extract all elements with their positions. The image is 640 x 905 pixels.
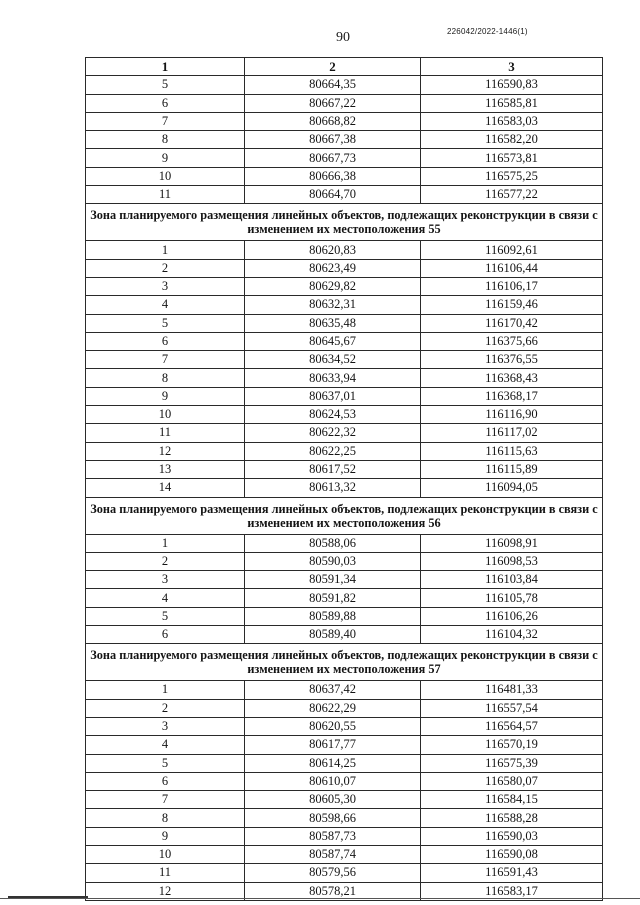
point-number-cell: 4 bbox=[86, 589, 245, 607]
table-row bbox=[86, 277, 603, 295]
x-coordinate-cell: 80635,48 bbox=[245, 314, 421, 332]
document-id: 226042/2022-1446(1) bbox=[447, 27, 528, 36]
y-coordinate-cell: 116092,61 bbox=[421, 241, 603, 259]
y-coordinate-cell: 116588,28 bbox=[421, 809, 603, 827]
table-row bbox=[86, 845, 603, 863]
point-number-cell: 6 bbox=[86, 94, 245, 112]
x-coordinate-cell: 80588,06 bbox=[245, 534, 421, 552]
y-coordinate-cell: 116368,43 bbox=[421, 369, 603, 387]
y-coordinate-cell: 116104,32 bbox=[421, 626, 603, 644]
x-coordinate-cell: 80598,66 bbox=[245, 809, 421, 827]
x-coordinate-cell: 80613,32 bbox=[245, 479, 421, 497]
zone-title: Зона планируемого размещения линейных объектов, подлежащих реконструкции в связи с изменением их местоположения 55 bbox=[86, 204, 603, 241]
table-row bbox=[86, 460, 603, 478]
y-coordinate-cell: 116106,17 bbox=[421, 277, 603, 295]
y-coordinate-cell: 116117,02 bbox=[421, 424, 603, 442]
table-row bbox=[86, 131, 603, 149]
table-row bbox=[86, 314, 603, 332]
table-row bbox=[86, 387, 603, 405]
table-row bbox=[86, 186, 603, 204]
table-row bbox=[86, 241, 603, 259]
x-coordinate-cell: 80667,38 bbox=[245, 131, 421, 149]
point-number-cell: 1 bbox=[86, 681, 245, 699]
point-number-cell: 5 bbox=[86, 754, 245, 772]
point-number-cell: 7 bbox=[86, 791, 245, 809]
x-coordinate-cell: 80614,25 bbox=[245, 754, 421, 772]
point-number-cell: 7 bbox=[86, 351, 245, 369]
zone-title-row bbox=[86, 497, 603, 534]
column-header-3: 3 bbox=[421, 58, 603, 76]
x-coordinate-cell: 80637,42 bbox=[245, 681, 421, 699]
page-number: 90 bbox=[336, 30, 350, 45]
point-number-cell: 6 bbox=[86, 332, 245, 350]
x-coordinate-cell: 80587,74 bbox=[245, 845, 421, 863]
table-row bbox=[86, 296, 603, 314]
table-header bbox=[86, 58, 603, 76]
point-number-cell: 2 bbox=[86, 699, 245, 717]
y-coordinate-cell: 116583,17 bbox=[421, 882, 603, 900]
table-row bbox=[86, 149, 603, 167]
y-coordinate-cell: 116106,44 bbox=[421, 259, 603, 277]
coordinates-table bbox=[85, 57, 603, 901]
y-coordinate-cell: 116585,81 bbox=[421, 94, 603, 112]
x-coordinate-cell: 80666,38 bbox=[245, 167, 421, 185]
y-coordinate-cell: 116094,05 bbox=[421, 479, 603, 497]
point-number-cell: 9 bbox=[86, 149, 245, 167]
y-coordinate-cell: 116582,20 bbox=[421, 131, 603, 149]
point-number-cell: 3 bbox=[86, 571, 245, 589]
y-coordinate-cell: 116368,17 bbox=[421, 387, 603, 405]
y-coordinate-cell: 116590,03 bbox=[421, 827, 603, 845]
x-coordinate-cell: 80617,52 bbox=[245, 460, 421, 478]
point-number-cell: 8 bbox=[86, 369, 245, 387]
column-header-2: 2 bbox=[245, 58, 421, 76]
bottom-scan-mark bbox=[8, 896, 88, 898]
bottom-scan-line bbox=[0, 898, 640, 899]
y-coordinate-cell: 116575,25 bbox=[421, 167, 603, 185]
table-row bbox=[86, 552, 603, 570]
y-coordinate-cell: 116115,89 bbox=[421, 460, 603, 478]
x-coordinate-cell: 80632,31 bbox=[245, 296, 421, 314]
table-row bbox=[86, 809, 603, 827]
y-coordinate-cell: 116103,84 bbox=[421, 571, 603, 589]
x-coordinate-cell: 80622,25 bbox=[245, 442, 421, 460]
table-row bbox=[86, 699, 603, 717]
y-coordinate-cell: 116570,19 bbox=[421, 736, 603, 754]
point-number-cell: 10 bbox=[86, 406, 245, 424]
table-row bbox=[86, 259, 603, 277]
y-coordinate-cell: 116584,15 bbox=[421, 791, 603, 809]
y-coordinate-cell: 116583,03 bbox=[421, 112, 603, 130]
x-coordinate-cell: 80620,83 bbox=[245, 241, 421, 259]
zone-title: Зона планируемого размещения линейных объектов, подлежащих реконструкции в связи с изменением их местоположения 57 bbox=[86, 644, 603, 681]
x-coordinate-cell: 80589,88 bbox=[245, 607, 421, 625]
point-number-cell: 3 bbox=[86, 717, 245, 735]
x-coordinate-cell: 80589,40 bbox=[245, 626, 421, 644]
x-coordinate-cell: 80623,49 bbox=[245, 259, 421, 277]
point-number-cell: 12 bbox=[86, 882, 245, 900]
column-header-1: 1 bbox=[86, 58, 245, 76]
point-number-cell: 6 bbox=[86, 626, 245, 644]
x-coordinate-cell: 80610,07 bbox=[245, 772, 421, 790]
y-coordinate-cell: 116564,57 bbox=[421, 717, 603, 735]
point-number-cell: 8 bbox=[86, 809, 245, 827]
point-number-cell: 3 bbox=[86, 277, 245, 295]
y-coordinate-cell: 116159,46 bbox=[421, 296, 603, 314]
point-number-cell: 2 bbox=[86, 259, 245, 277]
table-row bbox=[86, 369, 603, 387]
point-number-cell: 8 bbox=[86, 131, 245, 149]
table-row bbox=[86, 442, 603, 460]
x-coordinate-cell: 80578,21 bbox=[245, 882, 421, 900]
y-coordinate-cell: 116575,39 bbox=[421, 754, 603, 772]
point-number-cell: 6 bbox=[86, 772, 245, 790]
table-row bbox=[86, 571, 603, 589]
table-row bbox=[86, 607, 603, 625]
x-coordinate-cell: 80624,53 bbox=[245, 406, 421, 424]
x-coordinate-cell: 80620,55 bbox=[245, 717, 421, 735]
x-coordinate-cell: 80634,52 bbox=[245, 351, 421, 369]
table-row bbox=[86, 589, 603, 607]
table-row bbox=[86, 479, 603, 497]
point-number-cell: 9 bbox=[86, 387, 245, 405]
point-number-cell: 4 bbox=[86, 296, 245, 314]
y-coordinate-cell: 116105,78 bbox=[421, 589, 603, 607]
x-coordinate-cell: 80667,73 bbox=[245, 149, 421, 167]
point-number-cell: 5 bbox=[86, 607, 245, 625]
table-row bbox=[86, 406, 603, 424]
x-coordinate-cell: 80591,82 bbox=[245, 589, 421, 607]
x-coordinate-cell: 80637,01 bbox=[245, 387, 421, 405]
x-coordinate-cell: 80605,30 bbox=[245, 791, 421, 809]
x-coordinate-cell: 80579,56 bbox=[245, 864, 421, 882]
point-number-cell: 11 bbox=[86, 424, 245, 442]
y-coordinate-cell: 116590,08 bbox=[421, 845, 603, 863]
point-number-cell: 11 bbox=[86, 186, 245, 204]
table-row bbox=[86, 827, 603, 845]
point-number-cell: 13 bbox=[86, 460, 245, 478]
table-row bbox=[86, 681, 603, 699]
x-coordinate-cell: 80622,32 bbox=[245, 424, 421, 442]
y-coordinate-cell: 116573,81 bbox=[421, 149, 603, 167]
point-number-cell: 4 bbox=[86, 736, 245, 754]
point-number-cell: 12 bbox=[86, 442, 245, 460]
y-coordinate-cell: 116577,22 bbox=[421, 186, 603, 204]
table-row bbox=[86, 76, 603, 94]
point-number-cell: 5 bbox=[86, 76, 245, 94]
table-row bbox=[86, 626, 603, 644]
y-coordinate-cell: 116591,43 bbox=[421, 864, 603, 882]
x-coordinate-cell: 80617,77 bbox=[245, 736, 421, 754]
x-coordinate-cell: 80664,35 bbox=[245, 76, 421, 94]
table-row bbox=[86, 791, 603, 809]
y-coordinate-cell: 116481,33 bbox=[421, 681, 603, 699]
table-body bbox=[86, 76, 603, 901]
table-row bbox=[86, 534, 603, 552]
table-row bbox=[86, 332, 603, 350]
point-number-cell: 9 bbox=[86, 827, 245, 845]
x-coordinate-cell: 80633,94 bbox=[245, 369, 421, 387]
point-number-cell: 10 bbox=[86, 845, 245, 863]
point-number-cell: 5 bbox=[86, 314, 245, 332]
point-number-cell: 11 bbox=[86, 864, 245, 882]
table-row bbox=[86, 717, 603, 735]
x-coordinate-cell: 80629,82 bbox=[245, 277, 421, 295]
y-coordinate-cell: 116098,53 bbox=[421, 552, 603, 570]
y-coordinate-cell: 116170,42 bbox=[421, 314, 603, 332]
zone-title: Зона планируемого размещения линейных объектов, подлежащих реконструкции в связи с изменением их местоположения 56 bbox=[86, 497, 603, 534]
y-coordinate-cell: 116106,26 bbox=[421, 607, 603, 625]
point-number-cell: 1 bbox=[86, 241, 245, 259]
zone-title-row bbox=[86, 204, 603, 241]
y-coordinate-cell: 116557,54 bbox=[421, 699, 603, 717]
point-number-cell: 1 bbox=[86, 534, 245, 552]
y-coordinate-cell: 116376,55 bbox=[421, 351, 603, 369]
table-row bbox=[86, 736, 603, 754]
zone-title-row bbox=[86, 644, 603, 681]
x-coordinate-cell: 80587,73 bbox=[245, 827, 421, 845]
y-coordinate-cell: 116590,83 bbox=[421, 76, 603, 94]
table-row bbox=[86, 754, 603, 772]
y-coordinate-cell: 116375,66 bbox=[421, 332, 603, 350]
table-row bbox=[86, 424, 603, 442]
table-row bbox=[86, 167, 603, 185]
x-coordinate-cell: 80591,34 bbox=[245, 571, 421, 589]
point-number-cell: 7 bbox=[86, 112, 245, 130]
x-coordinate-cell: 80645,67 bbox=[245, 332, 421, 350]
x-coordinate-cell: 80590,03 bbox=[245, 552, 421, 570]
x-coordinate-cell: 80664,70 bbox=[245, 186, 421, 204]
table-row bbox=[86, 772, 603, 790]
x-coordinate-cell: 80668,82 bbox=[245, 112, 421, 130]
y-coordinate-cell: 116115,63 bbox=[421, 442, 603, 460]
point-number-cell: 2 bbox=[86, 552, 245, 570]
point-number-cell: 10 bbox=[86, 167, 245, 185]
y-coordinate-cell: 116580,07 bbox=[421, 772, 603, 790]
x-coordinate-cell: 80622,29 bbox=[245, 699, 421, 717]
table-row bbox=[86, 112, 603, 130]
table-row bbox=[86, 864, 603, 882]
point-number-cell: 14 bbox=[86, 479, 245, 497]
x-coordinate-cell: 80667,22 bbox=[245, 94, 421, 112]
table-row bbox=[86, 94, 603, 112]
y-coordinate-cell: 116116,90 bbox=[421, 406, 603, 424]
table-row bbox=[86, 351, 603, 369]
y-coordinate-cell: 116098,91 bbox=[421, 534, 603, 552]
header-row bbox=[86, 58, 603, 76]
